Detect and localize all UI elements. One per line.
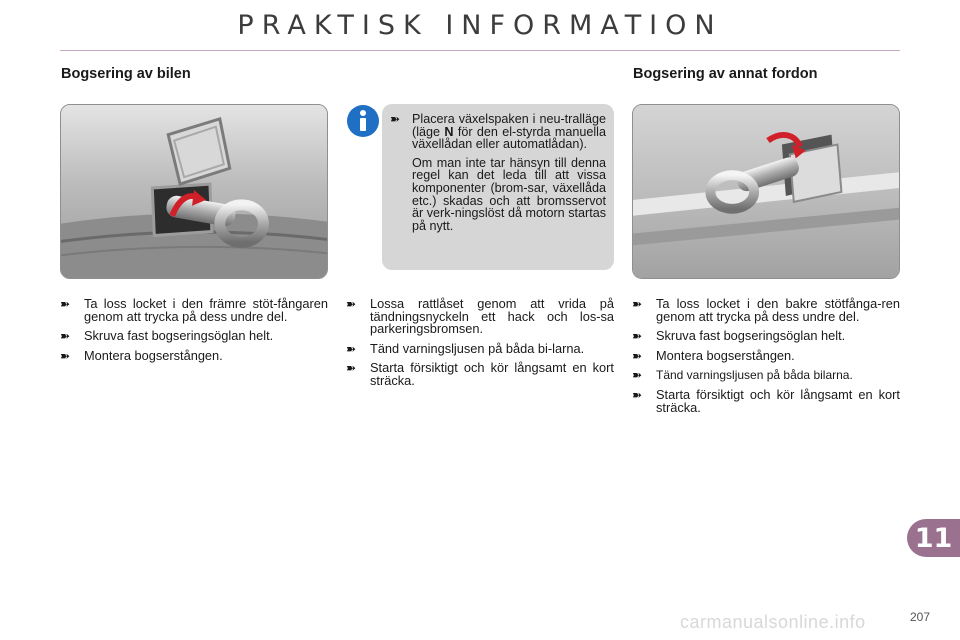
list-item: ➽ Tänd varningsljusen på båda bi-larna. bbox=[346, 340, 585, 356]
arrow-bullet-icon: ➽ bbox=[346, 341, 357, 356]
chapter-number: 11 bbox=[914, 523, 953, 554]
arrow-bullet-icon: ➽ bbox=[60, 348, 71, 363]
info-neutral-instruction: Placera växelspaken i neu-tralläge (läge N för den el-styrda manuella växellådan eller automatlådan). bbox=[412, 112, 606, 152]
arrow-bullet-icon: ➽ bbox=[632, 348, 643, 363]
arrow-bullet-icon: ➽ bbox=[632, 368, 643, 383]
list-item: ➽ Ta loss locket i den bakre stötfånga-ren genom att trycka på dess undre del. bbox=[632, 296, 900, 324]
chapter-tab bbox=[907, 519, 960, 557]
info-icon bbox=[346, 104, 380, 138]
list-item: ➽ Ta loss locket i den främre stöt-fångaren genom att trycka på dess undre del. bbox=[60, 296, 328, 324]
watermark: carmanualsonline.info bbox=[680, 612, 866, 632]
arrow-bullet-icon: ➽ bbox=[60, 329, 71, 344]
right-steps-list bbox=[632, 298, 900, 421]
arrow-bullet-icon: ➽ bbox=[346, 297, 357, 311]
middle-steps-list bbox=[346, 298, 614, 395]
front-towing-eye-photo bbox=[60, 104, 328, 279]
front-bumper-illustration bbox=[61, 105, 327, 278]
list-item: ➽ Starta försiktigt och kör långsamt en kort sträcka. bbox=[346, 360, 614, 388]
left-steps-list bbox=[60, 298, 328, 369]
arrow-bullet-icon: ➽ bbox=[632, 329, 643, 344]
page-title: PRAKTISK INFORMATION bbox=[237, 10, 723, 41]
list-item: ➽ Skruva fast bogseringsöglan helt. bbox=[60, 328, 274, 344]
arrow-bullet-icon: ➽ bbox=[632, 387, 643, 402]
arrow-bullet-icon: ➽ bbox=[60, 297, 71, 311]
arrow-bullet-icon: ➽ bbox=[632, 297, 643, 311]
heading-tow-own-car: Bogsering av bilen bbox=[61, 66, 191, 82]
info-note-box bbox=[382, 104, 614, 270]
page-number: 207 bbox=[910, 610, 931, 624]
title-divider bbox=[60, 50, 900, 51]
rear-bumper-illustration bbox=[633, 105, 899, 278]
heading-tow-other-car: Bogsering av annat fordon bbox=[633, 66, 818, 82]
list-item: ➽ Montera bogserstången. bbox=[632, 347, 795, 363]
rear-towing-eye-photo bbox=[632, 104, 900, 279]
list-item: ➽ Skruva fast bogseringsöglan helt. bbox=[632, 328, 846, 344]
list-item: ➽ Montera bogserstången. bbox=[60, 347, 223, 363]
arrow-bullet-icon: ➽ bbox=[390, 112, 401, 126]
gear-position-n: N bbox=[444, 124, 454, 139]
arrow-bullet-icon: ➽ bbox=[346, 361, 357, 376]
list-item: ➽ Tänd varningsljusen på båda bilarna. bbox=[632, 368, 853, 383]
list-item: ➽ Starta försiktigt och kör långsamt en kort sträcka. bbox=[632, 386, 900, 415]
info-warning-text: Om man inte tar hänsyn till denna regel kan det leda till att vissa komponenter (brom-sar, växellåda etc.) skadas och att bromsservot är verk-ningslöst då motorn startas på nytt. bbox=[412, 155, 606, 233]
list-item: ➽ Lossa rattlåset genom att vrida på tändningsnyckeln ett hack och los-sa parkeringsbromsen. bbox=[346, 296, 614, 337]
